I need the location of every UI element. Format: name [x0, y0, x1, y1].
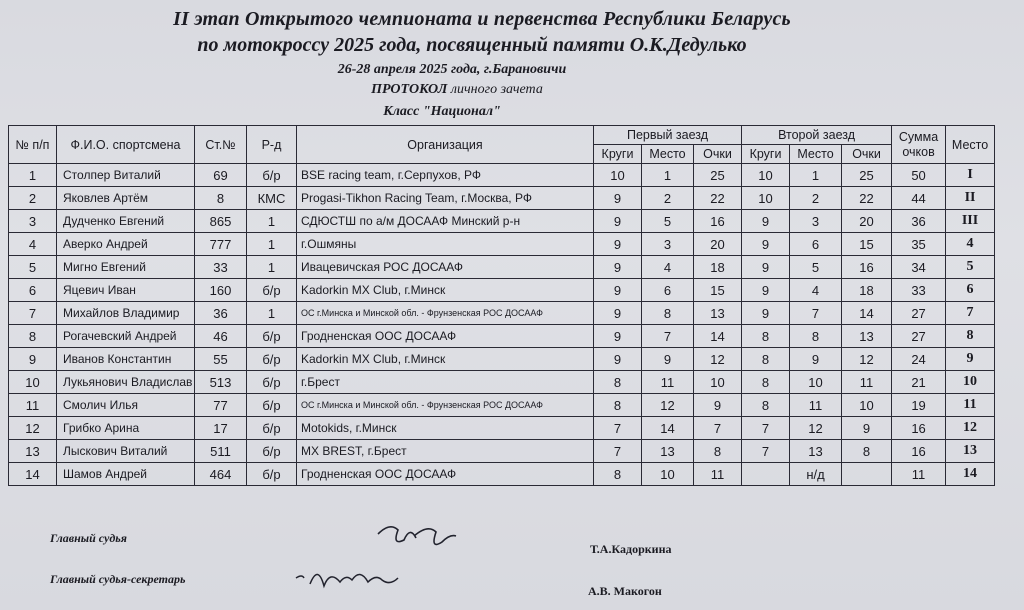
total-points: 16	[892, 417, 946, 440]
col-name: Ф.И.О. спортсмена	[57, 126, 195, 164]
organization: Kadorkin MX Club, г.Минск	[297, 348, 594, 371]
race1-points: 15	[694, 279, 742, 302]
race1-laps: 9	[594, 210, 642, 233]
total-points: 33	[892, 279, 946, 302]
sport-rank: б/р	[247, 371, 297, 394]
race2-laps: 7	[742, 440, 790, 463]
race1-place: 8	[642, 302, 694, 325]
race1-laps: 9	[594, 279, 642, 302]
race2-laps: 10	[742, 164, 790, 187]
race2-laps: 9	[742, 210, 790, 233]
race1-laps: 10	[594, 164, 642, 187]
sport-rank: 1	[247, 256, 297, 279]
athlete-name: Михайлов Владимир	[57, 302, 195, 325]
race1-points: 18	[694, 256, 742, 279]
row-number: 12	[9, 417, 57, 440]
col-org: Организация	[297, 126, 594, 164]
athlete-name: Смолич Илья	[57, 394, 195, 417]
row-number: 4	[9, 233, 57, 256]
race1-points: 8	[694, 440, 742, 463]
race1-points: 13	[694, 302, 742, 325]
table-row	[9, 325, 995, 348]
row-number: 9	[9, 348, 57, 371]
col-place-2: Место	[790, 145, 842, 164]
start-number: 511	[195, 440, 247, 463]
race2-points	[842, 463, 892, 486]
race2-laps: 7	[742, 417, 790, 440]
final-place: 8	[946, 325, 995, 348]
class-label: Класс	[383, 104, 420, 119]
race1-place: 14	[642, 417, 694, 440]
final-place: I	[946, 164, 995, 187]
sport-rank: 1	[247, 302, 297, 325]
race1-points: 7	[694, 417, 742, 440]
race2-points: 16	[842, 256, 892, 279]
race1-place: 3	[642, 233, 694, 256]
row-number: 7	[9, 302, 57, 325]
table-row	[9, 164, 995, 187]
row-number: 3	[9, 210, 57, 233]
col-laps-2: Круги	[742, 145, 790, 164]
total-points: 19	[892, 394, 946, 417]
race2-place: н/д	[790, 463, 842, 486]
race1-place: 2	[642, 187, 694, 210]
race2-laps: 9	[742, 233, 790, 256]
race1-laps: 9	[594, 187, 642, 210]
race1-laps: 9	[594, 348, 642, 371]
row-number: 13	[9, 440, 57, 463]
organization: Motokids, г.Минск	[297, 417, 594, 440]
total-points: 34	[892, 256, 946, 279]
organization: СДЮСТШ по а/м ДОСААФ Минский р-н	[297, 210, 594, 233]
total-points: 36	[892, 210, 946, 233]
athlete-name: Шамов Андрей	[57, 463, 195, 486]
athlete-name: Дудченко Евгений	[57, 210, 195, 233]
race2-laps: 8	[742, 325, 790, 348]
race2-place: 11	[790, 394, 842, 417]
table-row	[9, 440, 995, 463]
table-row	[9, 417, 995, 440]
race2-points: 8	[842, 440, 892, 463]
total-points: 35	[892, 233, 946, 256]
row-number: 10	[9, 371, 57, 394]
race2-points: 13	[842, 325, 892, 348]
race1-place: 1	[642, 164, 694, 187]
organization: ОС г.Минска и Минской обл. - Фрунзенская РОС ДОСААФ	[297, 394, 594, 417]
race2-laps: 9	[742, 256, 790, 279]
col-race1: Первый заезд	[594, 126, 742, 145]
race2-points: 20	[842, 210, 892, 233]
race2-laps: 10	[742, 187, 790, 210]
total-points: 11	[892, 463, 946, 486]
secretary-signature	[290, 560, 410, 596]
race1-laps: 8	[594, 371, 642, 394]
race2-points: 22	[842, 187, 892, 210]
table-row	[9, 210, 995, 233]
race2-laps	[742, 463, 790, 486]
chief-judge-name: Т.А.Кадоркина	[590, 542, 672, 556]
row-number: 11	[9, 394, 57, 417]
table-row	[9, 302, 995, 325]
athlete-name: Столпер Виталий	[57, 164, 195, 187]
race1-place: 12	[642, 394, 694, 417]
title-line-1: II этап Открытого чемпионата и первенства Республики Беларусь	[173, 8, 791, 30]
final-place: 5	[946, 256, 995, 279]
race1-laps: 8	[594, 394, 642, 417]
sport-rank: 1	[247, 233, 297, 256]
protocol-title	[0, 82, 969, 98]
sport-rank: б/р	[247, 164, 297, 187]
total-points: 44	[892, 187, 946, 210]
final-place: 9	[946, 348, 995, 371]
race2-laps: 8	[742, 371, 790, 394]
total-points: 50	[892, 164, 946, 187]
athlete-name: Аверко Андрей	[57, 233, 195, 256]
row-number: 5	[9, 256, 57, 279]
race1-points: 12	[694, 348, 742, 371]
class-value: "Национал"	[422, 104, 501, 119]
race2-points: 14	[842, 302, 892, 325]
race2-points: 12	[842, 348, 892, 371]
race2-place: 9	[790, 348, 842, 371]
race1-laps: 8	[594, 463, 642, 486]
col-st-no: Ст.№	[195, 126, 247, 164]
race1-place: 5	[642, 210, 694, 233]
chief-judge-signature	[370, 516, 460, 556]
race1-place: 9	[642, 348, 694, 371]
organization: г.Ошмяны	[297, 233, 594, 256]
race1-points: 9	[694, 394, 742, 417]
sport-rank: б/р	[247, 394, 297, 417]
race2-laps: 9	[742, 302, 790, 325]
table-row	[9, 187, 995, 210]
final-place: II	[946, 187, 995, 210]
table-row	[9, 463, 995, 486]
start-number: 777	[195, 233, 247, 256]
start-number: 36	[195, 302, 247, 325]
col-final-place: Место	[946, 126, 995, 164]
total-points: 27	[892, 325, 946, 348]
sport-rank: б/р	[247, 440, 297, 463]
total-points: 21	[892, 371, 946, 394]
table-row	[9, 279, 995, 302]
final-place: 12	[946, 417, 995, 440]
protocol-type: личного зачета	[450, 82, 543, 97]
race1-place: 13	[642, 440, 694, 463]
table-row	[9, 256, 995, 279]
final-place: 13	[946, 440, 995, 463]
sport-rank: 1	[247, 210, 297, 233]
race2-place: 1	[790, 164, 842, 187]
race1-points: 11	[694, 463, 742, 486]
final-place: 10	[946, 371, 995, 394]
race2-points: 10	[842, 394, 892, 417]
organization: Гродненская ООС ДОСААФ	[297, 463, 594, 486]
race2-laps: 8	[742, 348, 790, 371]
final-place: III	[946, 210, 995, 233]
start-number: 46	[195, 325, 247, 348]
final-place: 11	[946, 394, 995, 417]
table-row	[9, 394, 995, 417]
event-dates: 26-28 апреля 2025 года, г.Барановичи	[337, 62, 567, 77]
col-total: Сумма очков	[892, 126, 946, 164]
start-number: 69	[195, 164, 247, 187]
race1-laps: 7	[594, 440, 642, 463]
athlete-name: Мигно Евгений	[57, 256, 195, 279]
col-points-2: Очки	[842, 145, 892, 164]
sport-rank: б/р	[247, 417, 297, 440]
col-place-1: Место	[642, 145, 694, 164]
col-race2: Второй заезд	[742, 126, 892, 145]
race2-place: 8	[790, 325, 842, 348]
athlete-name: Лукьянович Владислав	[57, 371, 195, 394]
final-place: 6	[946, 279, 995, 302]
col-laps-1: Круги	[594, 145, 642, 164]
race1-laps: 7	[594, 417, 642, 440]
race2-laps: 8	[742, 394, 790, 417]
race2-place: 7	[790, 302, 842, 325]
race2-points: 9	[842, 417, 892, 440]
race1-points: 20	[694, 233, 742, 256]
race1-laps: 9	[594, 302, 642, 325]
final-place: 4	[946, 233, 995, 256]
final-place: 14	[946, 463, 995, 486]
race2-points: 11	[842, 371, 892, 394]
race2-place: 13	[790, 440, 842, 463]
race1-laps: 9	[594, 256, 642, 279]
col-no: № п/п	[9, 126, 57, 164]
table-row	[9, 348, 995, 371]
col-points-1: Очки	[694, 145, 742, 164]
race1-points: 25	[694, 164, 742, 187]
row-number: 8	[9, 325, 57, 348]
sport-rank: б/р	[247, 279, 297, 302]
start-number: 77	[195, 394, 247, 417]
chief-judge-label: Главный судья	[50, 531, 127, 545]
row-number: 1	[9, 164, 57, 187]
col-rank: Р-д	[247, 126, 297, 164]
organization: ОС г.Минска и Минской обл. - Фрунзенская РОС ДОСААФ	[297, 302, 594, 325]
sport-rank: б/р	[247, 348, 297, 371]
table-row	[9, 233, 995, 256]
race2-place: 2	[790, 187, 842, 210]
organization: BSE racing team, г.Серпухов, РФ	[297, 164, 594, 187]
class-title	[0, 104, 954, 120]
protocol-label: ПРОТОКОЛ	[371, 82, 448, 97]
start-number: 464	[195, 463, 247, 486]
race1-place: 11	[642, 371, 694, 394]
race2-place: 6	[790, 233, 842, 256]
athlete-name: Иванов Константин	[57, 348, 195, 371]
race2-points: 15	[842, 233, 892, 256]
race1-points: 22	[694, 187, 742, 210]
race2-place: 10	[790, 371, 842, 394]
sport-rank: КМС	[247, 187, 297, 210]
table-row	[9, 371, 995, 394]
start-number: 8	[195, 187, 247, 210]
race1-points: 10	[694, 371, 742, 394]
total-points: 16	[892, 440, 946, 463]
sport-rank: б/р	[247, 325, 297, 348]
start-number: 160	[195, 279, 247, 302]
row-number: 14	[9, 463, 57, 486]
race2-points: 25	[842, 164, 892, 187]
title-line-2: по мотокроссу 2025 года, посвященный памяти О.К.Дедулько	[197, 34, 747, 56]
total-points: 24	[892, 348, 946, 371]
race1-place: 6	[642, 279, 694, 302]
results-body	[9, 164, 995, 486]
race1-place: 4	[642, 256, 694, 279]
start-number: 33	[195, 256, 247, 279]
final-place: 7	[946, 302, 995, 325]
race2-laps: 9	[742, 279, 790, 302]
race1-place: 10	[642, 463, 694, 486]
organization: MX BREST, г.Брест	[297, 440, 594, 463]
race1-points: 16	[694, 210, 742, 233]
organization: Ивацевичская РОС ДОСААФ	[297, 256, 594, 279]
race2-place: 3	[790, 210, 842, 233]
sport-rank: б/р	[247, 463, 297, 486]
start-number: 55	[195, 348, 247, 371]
race2-place: 4	[790, 279, 842, 302]
organization: Kadorkin MX Club, г.Минск	[297, 279, 594, 302]
athlete-name: Лыскович Виталий	[57, 440, 195, 463]
start-number: 513	[195, 371, 247, 394]
total-points: 27	[892, 302, 946, 325]
race2-points: 18	[842, 279, 892, 302]
athlete-name: Яковлев Артём	[57, 187, 195, 210]
secretary-label: Главный судья-секретарь	[50, 572, 186, 586]
race1-place: 7	[642, 325, 694, 348]
secretary-name: А.В. Макогон	[588, 584, 662, 598]
organization: г.Брест	[297, 371, 594, 394]
race1-points: 14	[694, 325, 742, 348]
athlete-name: Яцевич Иван	[57, 279, 195, 302]
organization: Гродненская ООС ДОСААФ	[297, 325, 594, 348]
race1-laps: 9	[594, 233, 642, 256]
start-number: 865	[195, 210, 247, 233]
row-number: 6	[9, 279, 57, 302]
race2-place: 12	[790, 417, 842, 440]
results-table	[8, 125, 995, 486]
race1-laps: 9	[594, 325, 642, 348]
athlete-name: Грибко Арина	[57, 417, 195, 440]
organization: Progasi-Tikhon Racing Team, г.Москва, РФ	[297, 187, 594, 210]
race2-place: 5	[790, 256, 842, 279]
row-number: 2	[9, 187, 57, 210]
athlete-name: Рогачевский Андрей	[57, 325, 195, 348]
start-number: 17	[195, 417, 247, 440]
